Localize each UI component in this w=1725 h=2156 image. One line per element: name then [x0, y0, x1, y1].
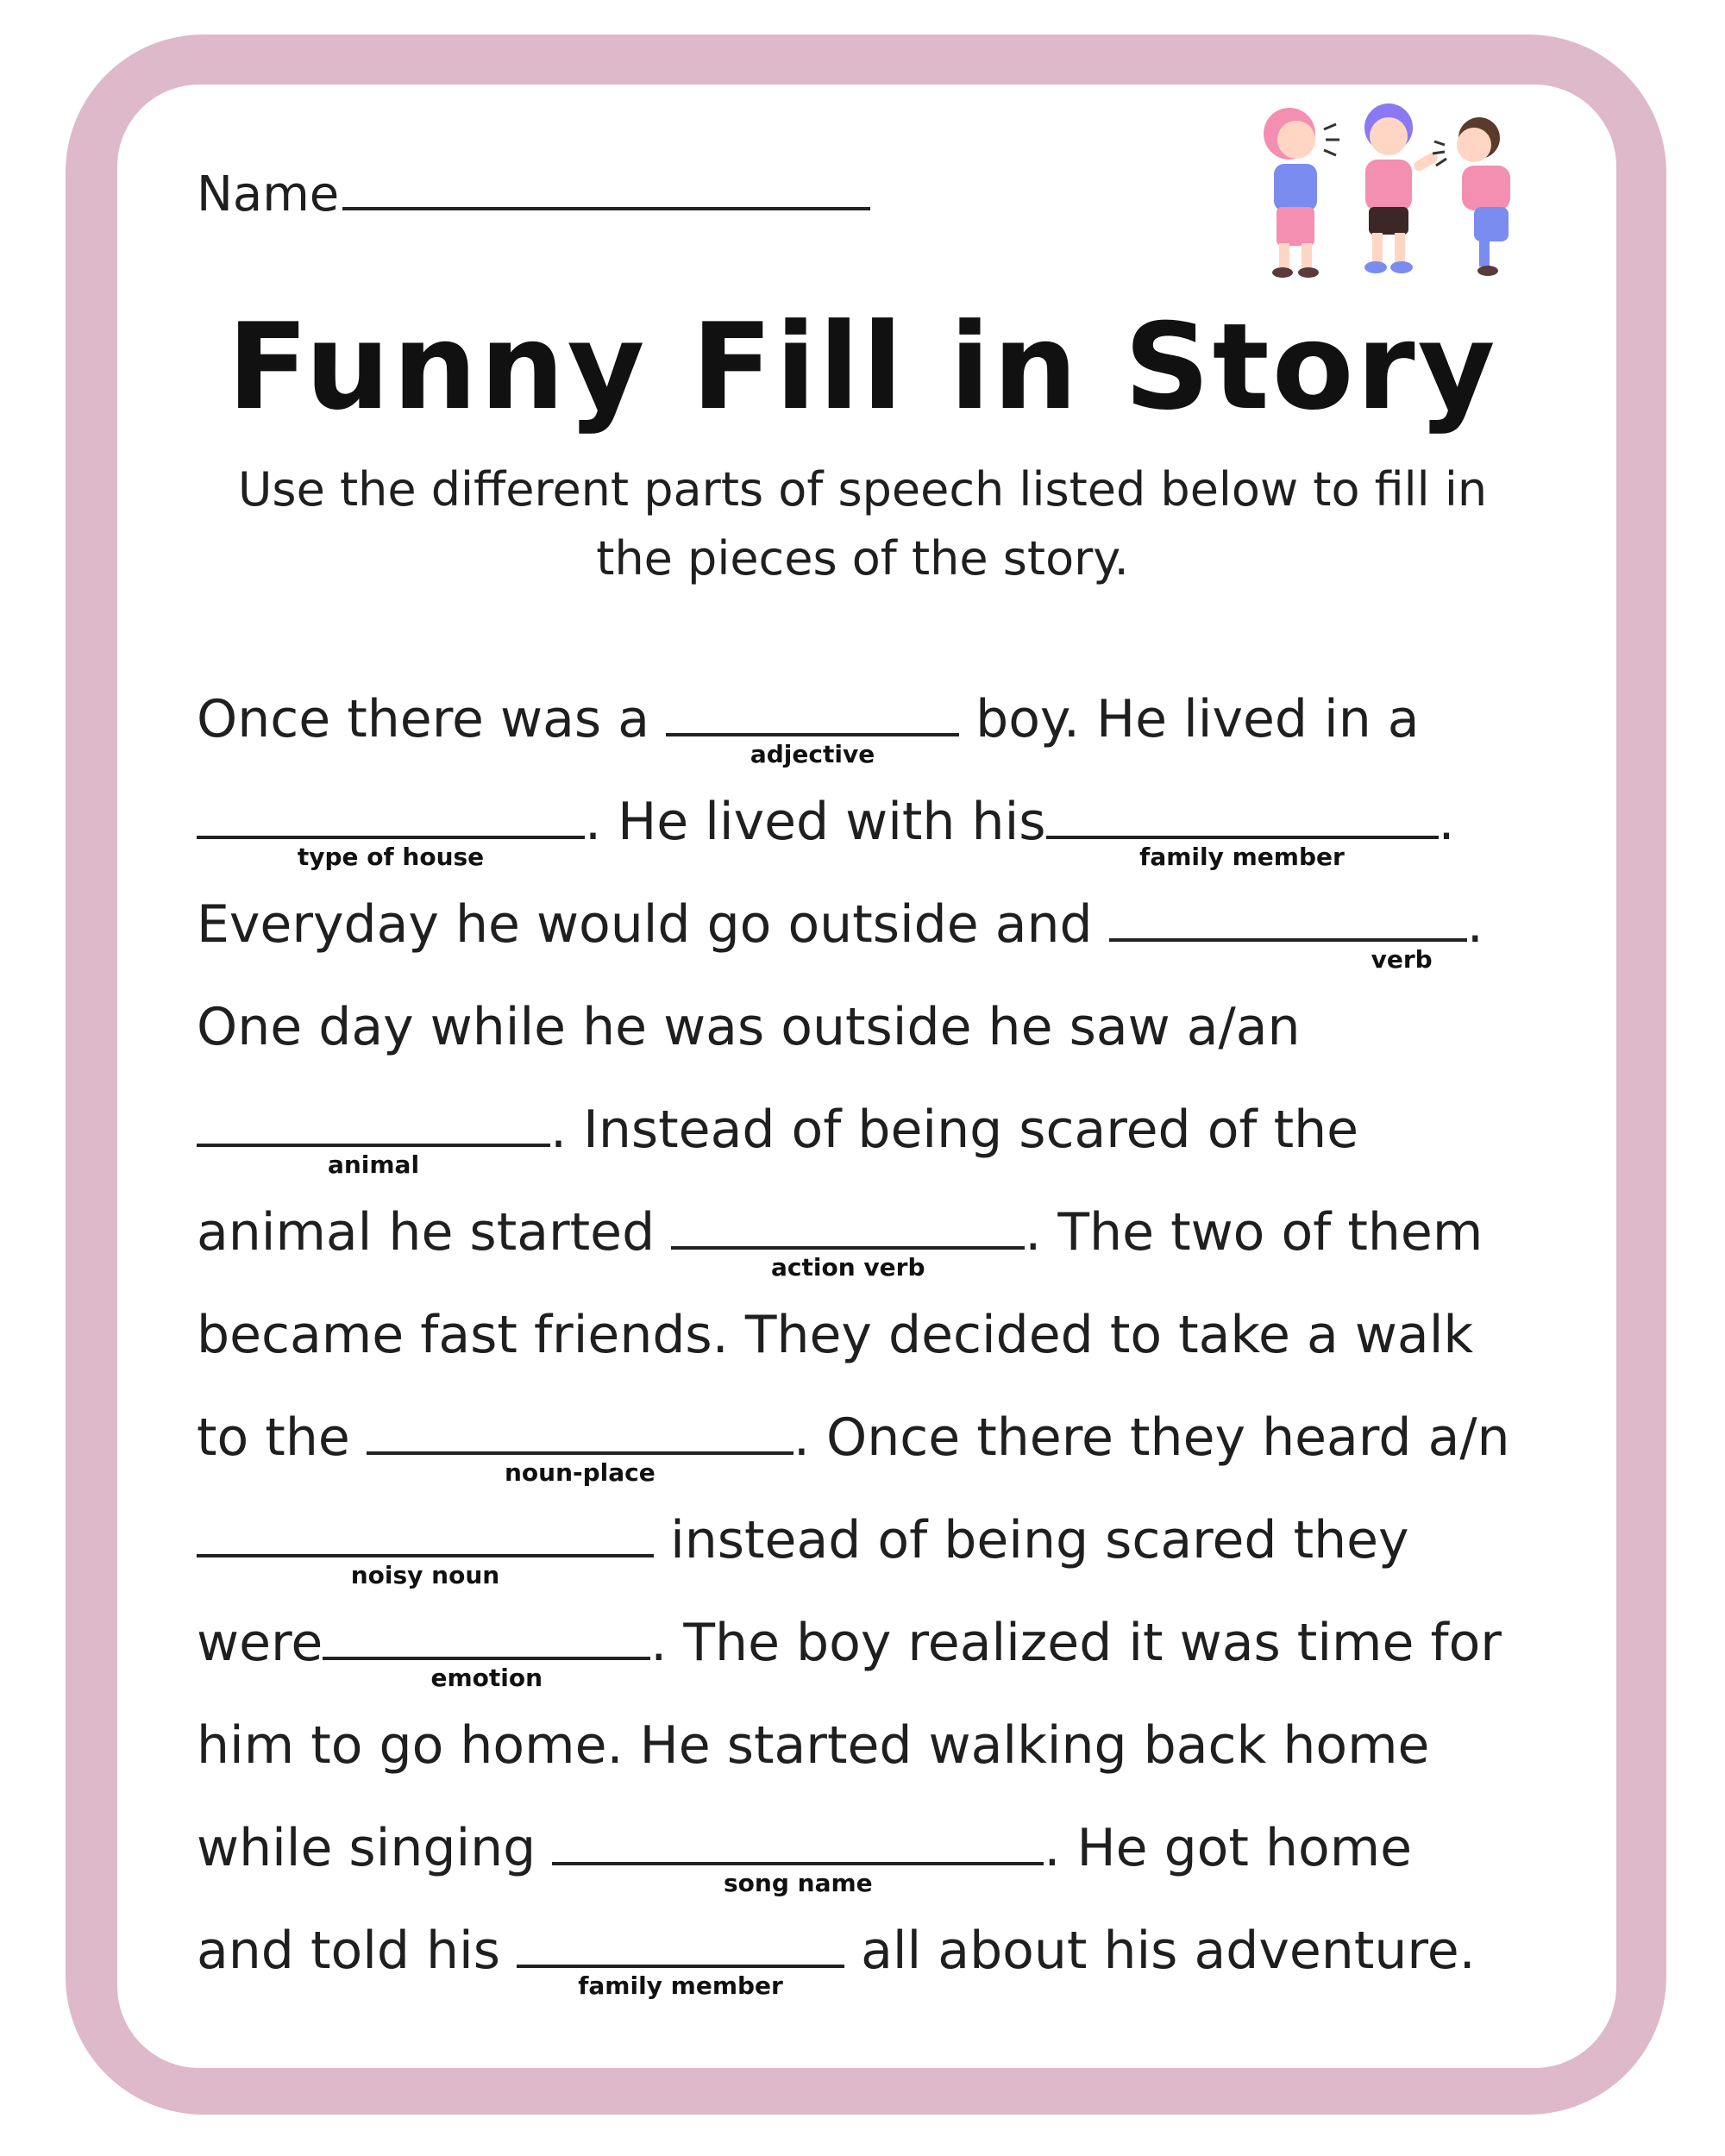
- blank-song-name[interactable]: [552, 1814, 1044, 1897]
- story-line: [197, 1194, 1559, 1297]
- blank-action-verb[interactable]: [671, 1198, 1025, 1282]
- story-line: [197, 887, 1559, 989]
- blank-noisy-noun[interactable]: [197, 1506, 654, 1589]
- story-text: Once there was a: [197, 689, 667, 749]
- story-line: [197, 1400, 1559, 1502]
- blank-hint: noun-place: [504, 1458, 656, 1487]
- blank-hint: emotion: [430, 1664, 543, 1692]
- story-text: became fast friends. They decided to take a walk: [197, 1305, 1474, 1365]
- story-text: .: [1438, 792, 1455, 852]
- story-text: while singing: [197, 1818, 553, 1878]
- story-text: all about his adventure.: [844, 1921, 1476, 1981]
- blank-hint: song name: [724, 1869, 873, 1897]
- story-text: . He got home: [1044, 1818, 1413, 1878]
- story-line: [197, 784, 1559, 887]
- story-line: [197, 989, 1559, 1092]
- name-blank[interactable]: [342, 164, 870, 210]
- blank-hint: verb: [1371, 945, 1433, 974]
- blank-hint: animal: [327, 1150, 420, 1179]
- story-line: [197, 1502, 1559, 1605]
- kid-pink-hair: [1264, 108, 1339, 278]
- story-line: [197, 1913, 1559, 2015]
- blank-verb[interactable]: [1109, 890, 1467, 974]
- kid-purple-hair: [1364, 103, 1440, 273]
- story-text: . The boy realized it was time for: [650, 1613, 1502, 1673]
- story-text: .: [1466, 894, 1484, 955]
- story-text: instead of being scared they: [654, 1510, 1409, 1570]
- blank-hint: type of house: [297, 843, 485, 871]
- blank-hint: family member: [578, 1971, 783, 2000]
- blank-family-member[interactable]: [1046, 787, 1439, 871]
- name-field: [197, 164, 870, 222]
- blank-adjective[interactable]: [666, 685, 959, 768]
- story-body: [197, 681, 1559, 2015]
- story-text: . Once there they heard a/n: [793, 1407, 1510, 1468]
- story-text: him to go home. He started walking back home: [197, 1715, 1430, 1776]
- story-text: . The two of them: [1025, 1202, 1484, 1263]
- name-label: Name: [197, 166, 340, 222]
- blank-animal[interactable]: [197, 1095, 550, 1179]
- worksheet-title: Funny Fill in Story: [227, 298, 1498, 436]
- blank-emotion[interactable]: [323, 1608, 650, 1692]
- story-text: animal he started: [197, 1202, 672, 1263]
- story-line: [197, 1708, 1559, 1810]
- kid-brown-hair: [1433, 117, 1510, 276]
- blank-family-member-2[interactable]: [517, 1916, 844, 2000]
- story-line: [197, 1810, 1559, 1913]
- blank-type-of-house[interactable]: [197, 787, 585, 871]
- story-text: Everyday he would go outside and: [197, 894, 1109, 955]
- story-line: [197, 1297, 1559, 1400]
- story-line: [197, 1605, 1559, 1708]
- story-text: and told his: [197, 1921, 518, 1981]
- story-text: to the: [197, 1407, 367, 1468]
- story-text: . Instead of being scared of the: [550, 1100, 1359, 1160]
- story-text: boy. He lived in a: [959, 689, 1420, 749]
- blank-hint: noisy noun: [350, 1561, 500, 1589]
- blank-hint: action verb: [771, 1253, 925, 1282]
- story-text: were: [197, 1613, 323, 1673]
- story-text: One day while he was outside he saw a/an: [197, 997, 1301, 1057]
- blank-noun-place[interactable]: [367, 1403, 794, 1487]
- story-line: [197, 1092, 1559, 1194]
- story-text: . He lived with his: [585, 792, 1046, 852]
- story-line: [197, 681, 1559, 784]
- blank-hint: adjective: [750, 740, 875, 768]
- laughing-kids-illustration: [1229, 95, 1548, 285]
- instructions-text: Use the different parts of speech listed below to fill in the pieces of the story.: [237, 462, 1488, 586]
- blank-hint: family member: [1139, 843, 1345, 871]
